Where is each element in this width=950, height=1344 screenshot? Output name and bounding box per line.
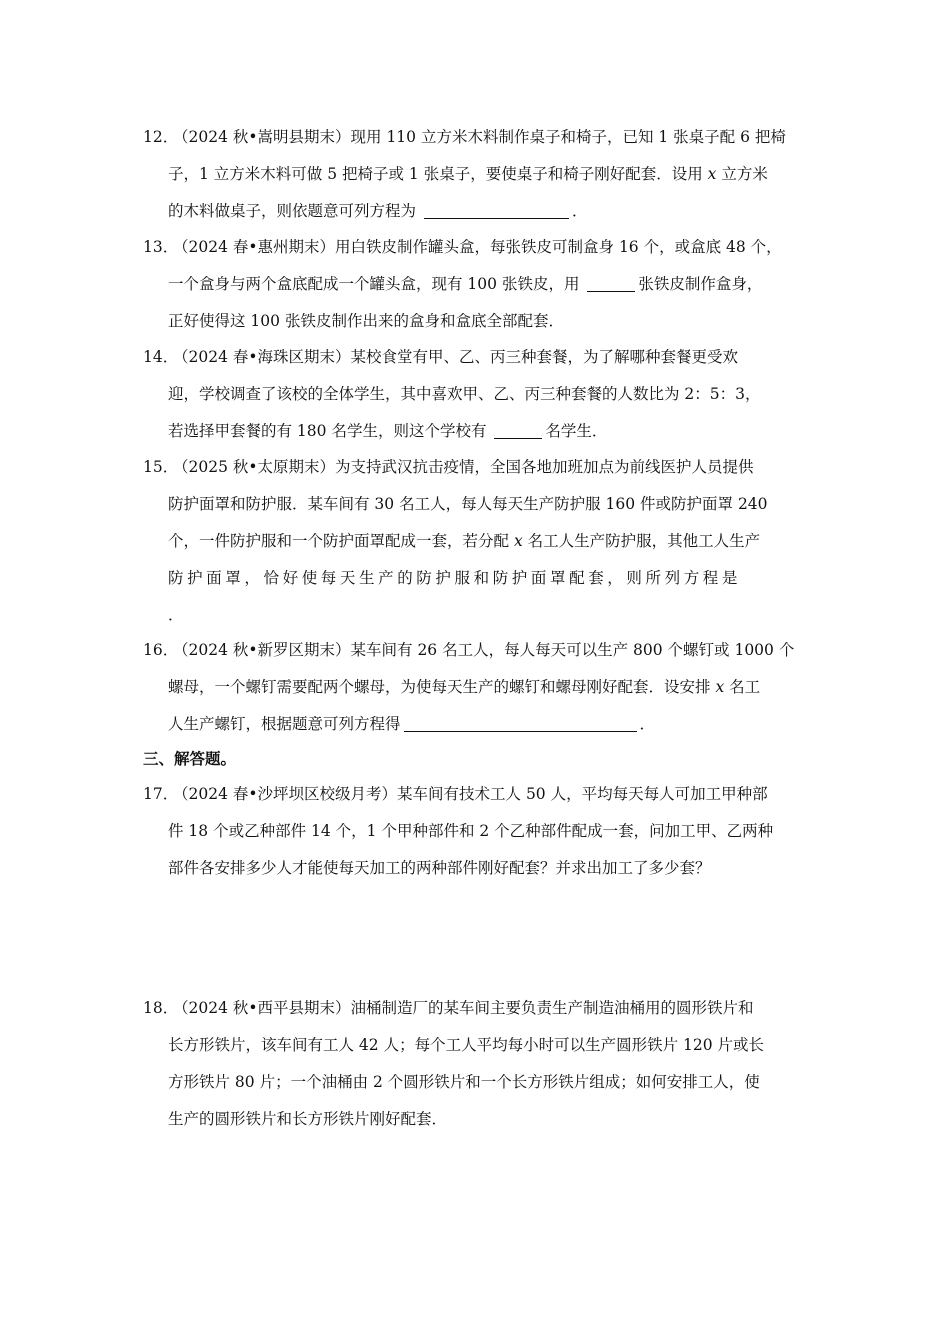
question-16 <box>143 632 813 743</box>
question-number: 14． <box>143 348 179 366</box>
question-text-line: 生产的圆形铁片和长方形铁片刚好配套． <box>168 1110 448 1128</box>
question-12 <box>143 119 813 230</box>
question-18 <box>143 990 813 1138</box>
question-text-line: 的木料做桌子，则依题意可列方程为 ． <box>168 202 588 220</box>
question-number: 13． <box>143 238 179 256</box>
question-text-line: 部件各安排多少人才能使每天加工的两种部件刚好配套？并求出加工了多少套？ <box>168 859 711 877</box>
question-17 <box>143 776 813 887</box>
section-title: 三、解答题。 <box>143 749 237 768</box>
question-text-line: 若选择甲套餐的有 180 名学生，则这个学校有 名学生． <box>168 422 608 440</box>
question-number: 18． <box>143 999 179 1017</box>
question-text-line: （2024 秋•嵩明县期末）现用 110 立方米木料制作桌子和椅子，已知 1 张桌子配 6 把椅 <box>173 128 786 146</box>
question-text-line: 件 18 个或乙种部件 14 个，1 个甲种部件和 2 个乙种部件配成一套，问加工甲、乙两种 <box>168 822 774 840</box>
answer-blank[interactable] <box>494 420 542 439</box>
answer-blank[interactable] <box>424 200 569 219</box>
answer-blank[interactable] <box>587 273 635 292</box>
question-number: 12． <box>143 128 179 146</box>
question-text-line: 子，1 立方米木料可做 5 把椅子或 1 张桌子，要使桌子和椅子刚好配套．设用 x 立方米 <box>168 165 768 183</box>
question-text-line: 正好使得这 100 张铁皮制作出来的盒身和盒底全部配套． <box>168 312 564 330</box>
question-text-line: 长方形铁片，该车间有工人 42 人；每个工人平均每小时可以生产圆形铁片 120 片或长 <box>168 1036 765 1054</box>
question-text-line: 防护面罩和防护服．某车间有 30 名工人，每人每天生产防护服 160 件或防护面罩 240 <box>168 495 768 513</box>
question-text-line: 个，一件防护服和一个防护面罩配成一套，若分配 x 名工人生产防护服，其他工人生产 <box>168 532 761 550</box>
question-text-line: 一个盒身与两个盒底配成一个罐头盒，现有 100 张铁皮，用 张铁皮制作盒身， <box>168 275 763 293</box>
question-13 <box>143 229 813 340</box>
question-text-line: （2024 秋•西平县期末）油桶制造厂的某车间主要负责生产制造油桶用的圆形铁片和 <box>173 999 754 1017</box>
question-text-line: 防护面罩，恰好使每天生产的防护服和防护面罩配套，则所列方程是 <box>168 569 742 587</box>
question-text-line: （2024 春•沙坪坝区校级月考）某车间有技术工人 50 人，平均每天每人可加工甲种部 <box>173 785 768 803</box>
question-text-line: （2025 秋•太原期末）为支持武汉抗击疫情，全国各地加班加点为前线医护人员提供 <box>173 458 754 476</box>
question-text-line: 人生产螺钉，根据题意可列方程得 ． <box>168 715 656 733</box>
question-text-line: 迎，学校调查了该校的全体学生，其中喜欢甲、乙、丙三种套餐的人数比为 2：5：3， <box>168 385 761 403</box>
answer-blank[interactable] <box>404 713 637 732</box>
question-number: 16． <box>143 641 179 659</box>
question-number: 17． <box>143 785 179 803</box>
question-text-line: ． <box>168 606 184 624</box>
question-text-line: （2024 春•海珠区期末）某校食堂有甲、乙、丙三种套餐，为了解哪种套餐更受欢 <box>173 348 739 366</box>
question-text-line: （2024 秋•新罗区期末）某车间有 26 名工人，每人每天可以生产 800 个螺钉或 1000 个 <box>173 641 795 659</box>
question-text-line: 螺母，一个螺钉需要配两个螺母，为使每天生产的螺钉和螺母刚好配套．设安排 x 名工 <box>168 678 761 696</box>
question-14 <box>143 339 813 450</box>
question-number: 15． <box>143 458 179 476</box>
question-15 <box>143 449 813 634</box>
question-text-line: 方形铁片 80 片；一个油桶由 2 个圆形铁片和一个长方形铁片组成；如何安排工人，使 <box>168 1073 760 1091</box>
question-text-line: （2024 春•惠州期末）用白铁皮制作罐头盒，每张铁皮可制盒身 16 个，或盒底 48 个， <box>173 238 782 256</box>
